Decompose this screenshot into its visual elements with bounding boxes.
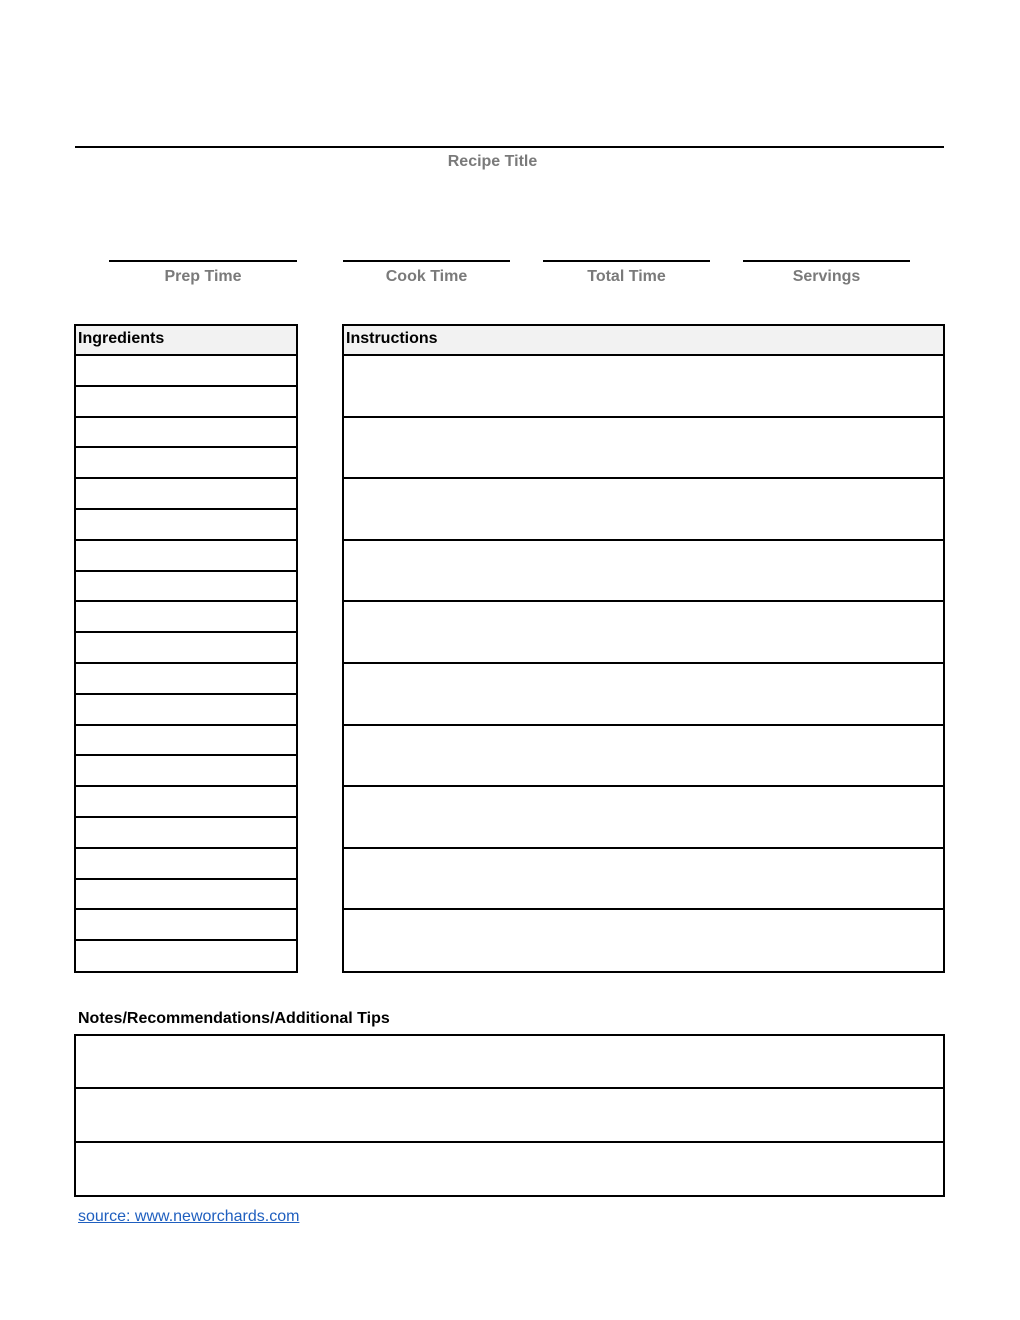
ingredient-row[interactable] [76, 941, 296, 972]
ingredient-row[interactable] [76, 633, 296, 664]
notes-row[interactable] [76, 1036, 943, 1089]
cook-time-label: Cook Time [385, 268, 468, 285]
instruction-row[interactable] [344, 849, 943, 911]
notes-table [74, 1034, 945, 1197]
ingredient-row[interactable] [76, 479, 296, 510]
ingredient-row[interactable] [76, 849, 296, 880]
recipe-title-line[interactable] [75, 146, 944, 148]
ingredient-row[interactable] [76, 756, 296, 787]
recipe-title-label: Recipe Title [447, 153, 538, 170]
ingredient-row[interactable] [76, 818, 296, 849]
total-time-field[interactable] [543, 260, 710, 285]
total-time-line [543, 260, 710, 262]
ingredient-row[interactable] [76, 602, 296, 633]
instruction-row[interactable] [344, 602, 943, 664]
ingredient-row[interactable] [76, 726, 296, 757]
instruction-rows [344, 356, 943, 972]
instruction-row[interactable] [344, 541, 943, 603]
ingredient-row[interactable] [76, 664, 296, 695]
cook-time-line [343, 260, 510, 262]
instruction-row[interactable] [344, 726, 943, 788]
servings-line [743, 260, 910, 262]
instruction-row[interactable] [344, 418, 943, 480]
servings-label: Servings [792, 268, 861, 285]
ingredient-rows [76, 356, 296, 972]
instructions-table [342, 324, 945, 973]
ingredient-row[interactable] [76, 695, 296, 726]
cook-time-field[interactable] [343, 260, 510, 285]
instruction-row[interactable] [344, 479, 943, 541]
ingredients-table [74, 324, 298, 973]
instructions-header: Instructions [344, 326, 943, 356]
ingredient-row[interactable] [76, 510, 296, 541]
ingredient-row[interactable] [76, 572, 296, 603]
notes-row[interactable] [76, 1143, 943, 1196]
instruction-row[interactable] [344, 787, 943, 849]
prep-time-line [109, 260, 297, 262]
ingredient-row[interactable] [76, 356, 296, 387]
prep-time-field[interactable] [109, 260, 297, 285]
notes-heading: Notes/Recommendations/Additional Tips [78, 1010, 390, 1027]
ingredient-row[interactable] [76, 448, 296, 479]
ingredient-row[interactable] [76, 418, 296, 449]
total-time-label: Total Time [587, 268, 666, 285]
ingredient-row[interactable] [76, 880, 296, 911]
instruction-row[interactable] [344, 664, 943, 726]
instruction-row[interactable] [344, 910, 943, 972]
servings-field[interactable] [743, 260, 910, 285]
ingredient-row[interactable] [76, 387, 296, 418]
source-link[interactable]: source: www.neworchards.com [78, 1208, 300, 1225]
ingredient-row[interactable] [76, 787, 296, 818]
ingredients-header: Ingredients [76, 326, 296, 356]
notes-rows [76, 1036, 943, 1196]
ingredient-row[interactable] [76, 541, 296, 572]
instruction-row[interactable] [344, 356, 943, 418]
ingredient-row[interactable] [76, 910, 296, 941]
notes-row[interactable] [76, 1089, 943, 1142]
prep-time-label: Prep Time [164, 268, 242, 285]
